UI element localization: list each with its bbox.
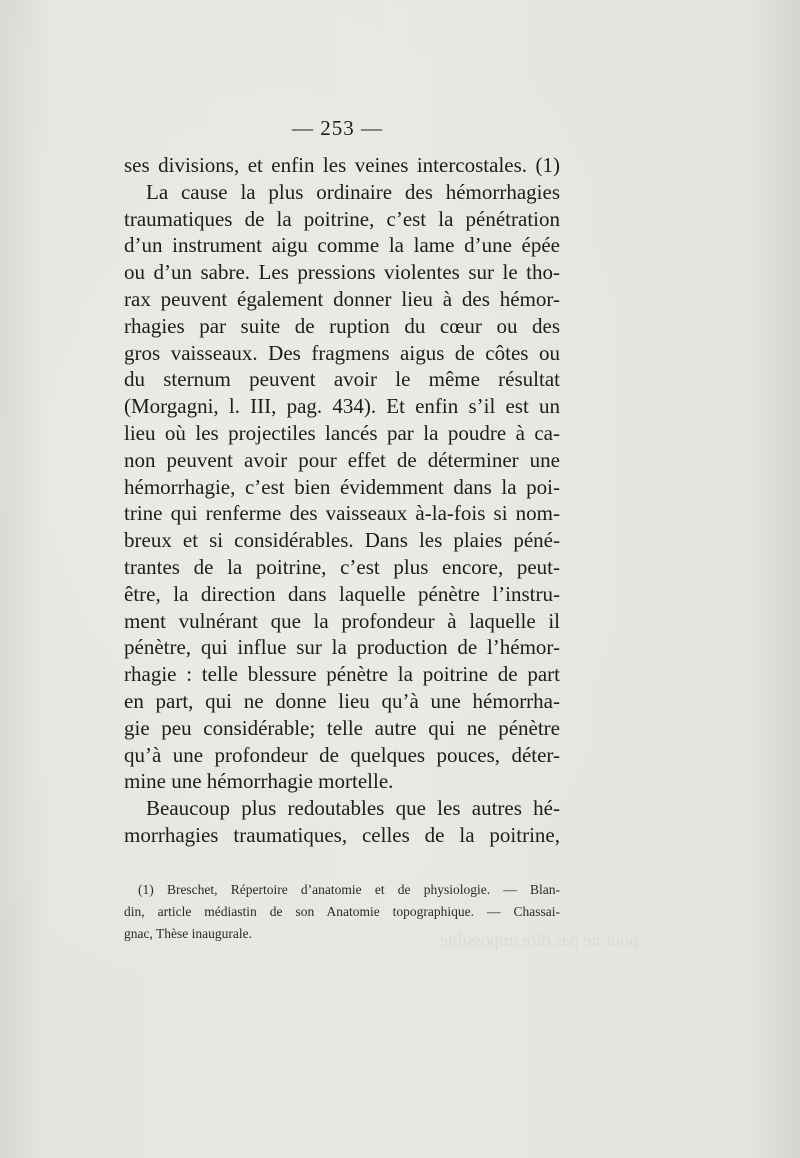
text-line: rax peuvent également donner lieu à des hémor- xyxy=(124,286,560,311)
text-line: ses divisions, et enfin les veines intercostales. (1) xyxy=(124,153,560,177)
text-line: pénètre, qui influe sur la production de l’hémor- xyxy=(124,635,560,660)
text-line: mine une hémorrhagie mortelle. xyxy=(124,769,394,794)
text-line: gros vaisseaux. Des fragmens aigus de côtes ou xyxy=(124,340,560,365)
text-line: non peuvent avoir pour effet de déterminer une xyxy=(124,447,560,472)
text-line: traumatiques de la poitrine, c’est la pénétration xyxy=(124,206,560,231)
text-line: rhagie : telle blessure pénètre la poitrine de part xyxy=(124,662,560,687)
text-line: ou d’un sabre. Les pressions violentes sur le tho- xyxy=(124,260,560,285)
text-line: trine qui renferme des vaisseaux à-la-fois si nom- xyxy=(124,501,560,526)
footnote-line: (1) Breschet, Répertoire d’anatomie et de physiologie. — Blan- xyxy=(138,882,560,897)
text-line: du sternum peuvent avoir le même résultat xyxy=(124,367,560,392)
text-line: breux et si considérables. Dans les plaies péné- xyxy=(124,528,560,553)
text-line: en part, qui ne donne lieu qu’à une hémorrha- xyxy=(124,688,560,713)
text-line: d’un instrument aigu comme la lame d’une épée xyxy=(124,233,560,258)
body-text xyxy=(124,152,560,849)
text-line: Beaucoup plus redoutables que les autres hé- xyxy=(146,796,560,821)
text-line: lieu où les projectiles lancés par la poudre à ca- xyxy=(124,420,560,445)
show-through-text: pour ne pas dire impossible xyxy=(440,930,638,950)
text-line: qu’à une profondeur de quelques pouces, déter- xyxy=(124,742,560,767)
text-line: (Morgagni, l. III, pag. 434). Et enfin s’il est un xyxy=(124,394,560,419)
text-line: trantes de la poitrine, c’est plus encore, peut- xyxy=(124,554,560,579)
footnote-line: din, article médiastin de son Anatomie topographique. — Chassai- xyxy=(124,904,560,919)
text-line: gie peu considérable; telle autre qui ne pénètre xyxy=(124,715,560,740)
text-line: être, la direction dans laquelle pénètre l’instru- xyxy=(124,581,560,606)
page-number: — 253 — xyxy=(292,116,383,140)
text-line: ment vulnérant que la profondeur à laquelle il xyxy=(124,608,560,633)
text-line: morrhagies traumatiques, celles de la poitrine, xyxy=(124,822,560,847)
footnote-line: gnac, Thèse inaugurale. xyxy=(124,926,252,941)
text-line: La cause la plus ordinaire des hémorrhagies xyxy=(146,179,560,204)
text-line: rhagies par suite de ruption du cœur ou des xyxy=(124,313,560,338)
text-line: hémorrhagie, c’est bien évidemment dans la poi- xyxy=(124,474,560,499)
